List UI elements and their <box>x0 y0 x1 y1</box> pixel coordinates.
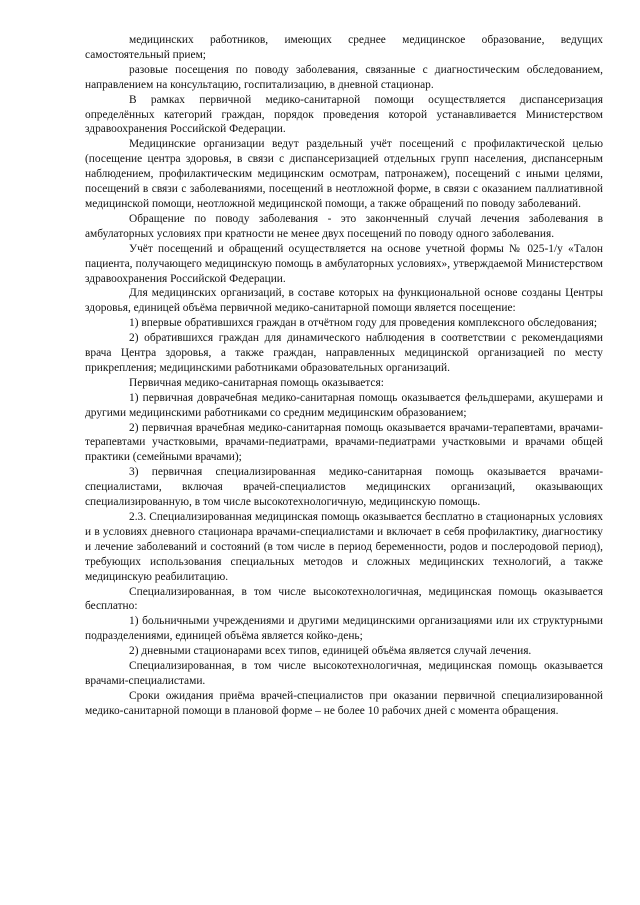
list-item-health-center-1: 1) впервые обратившихся граждан в отчётном году для проведения комплексного обследования; <box>129 317 598 330</box>
document-page <box>85 33 603 719</box>
paragraph-section-2-3: 2.3. Специализированная медицинская помощь оказывается бесплатно в стационарных условиях и в условиях дневного стационара врачами-специалистами и включает в себя профилактику, диагностику и лечение заболеваний и состояний (в том числе в период беременности, родов и послеродовой период), требующих использования специальных методов и сложных медицинских технологий, а также медицинскую реабилитацию. <box>85 511 603 583</box>
paragraph-single-visits: разовые посещения по поводу заболевания, связанные с диагностическим обследованием, направлением на консультацию, госпитализацию, в дневной стационар. <box>85 63 603 91</box>
paragraph-dispensarization: В рамках первичной медико-санитарной помощи осуществляется диспансеризация определённых категорий граждан, порядок проведения которой устанавливается Министерством здравоохранения Российской Федерации. <box>85 93 603 136</box>
paragraph-specialized-doctors: Специализированная, в том числе высокотехнологичная, медицинская помощь оказывается врачами-специалистами. <box>85 660 603 687</box>
paragraph-waiting-times: Сроки ожидания приёма врачей-специалистов при оказании первичной специализированной медико-санитарной помощи в плановой форме – не более 10 рабочих дней с момента обращения. <box>85 689 603 717</box>
paragraph-continuation: медицинских работников, имеющих среднее медицинское образование, ведущих самостоятельный прием; <box>85 34 603 61</box>
list-item-specialized-2: 2) дневными стационарами всех типов, единицей объёма является случай лечения. <box>129 645 532 658</box>
list-item-primary-care-1: 1) первичная доврачебная медико-санитарная помощь оказывается фельдшерами, акушерами и другими медицинскими работниками со средним медицинским образованием; <box>85 391 603 419</box>
paragraph-primary-care-heading: Первичная медико-санитарная помощь оказывается: <box>129 376 384 389</box>
paragraph-disease-appeal: Обращение по поводу заболевания - это законченный случай лечения заболевания в амбулаторных условиях при кратности не менее двух посещений по поводу одного заболевания. <box>85 212 603 240</box>
list-item-specialized-1: 1) больничными учреждениями и другими медицинскими организациями или их структурными подразделениями, единицей объёма является койко-день; <box>85 615 603 643</box>
list-item-primary-care-2: 2) первичная врачебная медико-санитарная помощь оказывается врачами-терапевтами, врачами-терапевтами участковыми, врачами-педиатрами, врачами-педиатрами участковыми и врачами общей практики (семейными врачами); <box>85 421 603 464</box>
paragraph-specialized-free: Специализированная, в том числе высокотехнологичная, медицинская помощь оказывается бесплатно: <box>85 585 603 613</box>
list-item-health-center-2: 2) обратившихся граждан для динамического наблюдения в соответствии с рекомендациями врача Центра здоровья, а также граждан, направленных медицинской организацией по месту прикрепления; медицинскими работниками образовательных организаций. <box>85 332 603 374</box>
paragraph-separate-accounting: Медицинские организации ведут раздельный учёт посещений с профилактической целью (посещение центра здоровья, в связи с диспансеризацией отдельных групп населения, диспансерным наблюдением, профилактическим медицинским осмотрам, патронажем), посещений с иными целями, посещений в связи с заболеваниями, посещений в неотложной форме, в связи с оказанием паллиативной медицинской помощи, неотложной медицинской помощи, а также обращений по поводу заболеваний. <box>85 138 603 210</box>
paragraph-health-centers: Для медицинских организаций, в составе которых на функциональной основе созданы Центры здоровья, единицей объёма первичной медико-санитарной помощи является посещение: <box>85 287 603 315</box>
paragraph-accounting-form: Учёт посещений и обращений осуществляется на основе учетной формы № 025-1/у «Талон пациента, получающего медицинскую помощь в амбулаторных условиях», утверждаемой Министерством здравоохранения Российской Федерации. <box>85 242 603 285</box>
list-item-primary-care-3: 3) первичная специализированная медико-санитарная помощь оказывается врачами-специалистами, включая врачей-специалистов медицинских организаций, оказывающих специализированную, в том числе высокотехнологичную, медицинскую помощь. <box>85 466 603 509</box>
